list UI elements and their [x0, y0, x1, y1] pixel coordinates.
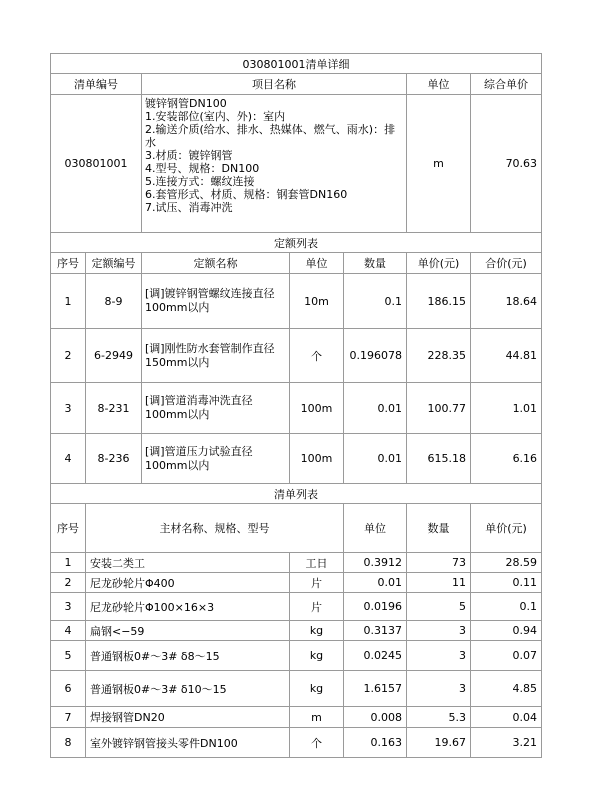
material-unit: kg — [290, 671, 344, 707]
quota-header-name: 定额名称 — [142, 253, 290, 274]
quota-header-code: 定额编号 — [86, 253, 142, 274]
table-row — [51, 329, 542, 383]
materials-header-name: 主材名称、规格、型号 — [86, 504, 344, 553]
material-unit: kg — [290, 621, 344, 641]
table-row — [51, 434, 542, 484]
quota-price: 186.15 — [407, 274, 471, 329]
material-qty: 1.6157 — [344, 671, 407, 707]
quota-name: [调]管道消毒冲洗直径100mm以内 — [142, 383, 290, 434]
material-price: 5 — [407, 593, 471, 621]
quota-price: 100.77 — [407, 383, 471, 434]
material-total: 0.04 — [471, 707, 542, 728]
material-total: 0.07 — [471, 641, 542, 671]
quota-unit: 个 — [290, 329, 344, 383]
material-qty: 0.3137 — [344, 621, 407, 641]
item-desc-line: 7.试压、消毒冲洗 — [145, 201, 233, 214]
materials-header-qty: 数量 — [407, 504, 471, 553]
material-total: 4.85 — [471, 671, 542, 707]
item-desc-line: 水 — [145, 136, 156, 149]
quota-total: 18.64 — [471, 274, 542, 329]
item-desc-line: 1.安装部位(室内、外)：室内 — [145, 110, 286, 123]
item-desc-line: 4.型号、规格：DN100 — [145, 162, 260, 175]
material-unit: m — [290, 707, 344, 728]
table-row — [51, 707, 542, 728]
material-price: 73 — [407, 553, 471, 573]
material-name: 尼龙砂轮片Φ400 — [86, 573, 290, 593]
table-row — [51, 671, 542, 707]
quota-name: [调]刚性防水套管制作直径150mm以内 — [142, 329, 290, 383]
material-no: 8 — [51, 728, 86, 758]
item-desc-line: 5.连接方式：螺纹连接 — [145, 175, 255, 188]
material-total: 28.59 — [471, 553, 542, 573]
material-no: 6 — [51, 671, 86, 707]
quota-header-qty: 数量 — [344, 253, 407, 274]
quota-unit: 100m — [290, 383, 344, 434]
item-desc-line: 3.材质：镀锌钢管 — [145, 149, 233, 162]
quota-no: 4 — [51, 434, 86, 484]
quota-name: [调]管道压力试验直径100mm以内 — [142, 434, 290, 484]
quota-code: 8-231 — [86, 383, 142, 434]
material-price: 3 — [407, 641, 471, 671]
material-no: 2 — [51, 573, 86, 593]
materials-header-unit: 单位 — [344, 504, 407, 553]
material-qty: 0.01 — [344, 573, 407, 593]
material-no: 5 — [51, 641, 86, 671]
quota-name: [调]镀锌钢管螺纹连接直径100mm以内 — [142, 274, 290, 329]
quota-price: 615.18 — [407, 434, 471, 484]
table-row — [51, 593, 542, 621]
material-unit: 片 — [290, 573, 344, 593]
item-desc-line: 2.输送介质(给水、排水、热媒体、燃气、雨水)：排 — [145, 123, 396, 136]
quota-no: 1 — [51, 274, 86, 329]
col-header-unit: 单位 — [407, 74, 471, 95]
material-no: 4 — [51, 621, 86, 641]
material-total: 3.21 — [471, 728, 542, 758]
quota-header-total: 合价(元) — [471, 253, 542, 274]
quota-header-unit: 单位 — [290, 253, 344, 274]
table-row — [51, 728, 542, 758]
material-name: 扁钢<−59 — [86, 621, 290, 641]
material-qty: 0.3912 — [344, 553, 407, 573]
quota-total: 44.81 — [471, 329, 542, 383]
material-total: 0.1 — [471, 593, 542, 621]
quota-total: 6.16 — [471, 434, 542, 484]
table-row — [51, 621, 542, 641]
item-code: 030801001 — [51, 95, 142, 233]
material-price: 19.67 — [407, 728, 471, 758]
quota-section-title: 定额列表 — [51, 233, 542, 253]
item-unit: m — [407, 95, 471, 233]
materials-header-price: 单价(元) — [471, 504, 542, 553]
quota-no: 3 — [51, 383, 86, 434]
item-description — [142, 95, 407, 233]
material-name: 室外镀锌钢管接头零件DN100 — [86, 728, 290, 758]
table-row — [51, 274, 542, 329]
table-row — [51, 641, 542, 671]
quota-header-price: 单价(元) — [407, 253, 471, 274]
material-price: 3 — [407, 621, 471, 641]
material-unit: 工日 — [290, 553, 344, 573]
col-header-code: 清单编号 — [51, 74, 142, 95]
material-name: 尼龙砂轮片Φ100×16×3 — [86, 593, 290, 621]
quota-total: 1.01 — [471, 383, 542, 434]
quota-code: 8-9 — [86, 274, 142, 329]
material-name: 安装二类工 — [86, 553, 290, 573]
quota-qty: 0.01 — [344, 434, 407, 484]
quota-unit: 10m — [290, 274, 344, 329]
table-title: 030801001清单详细 — [51, 54, 542, 74]
material-no: 7 — [51, 707, 86, 728]
materials-header-no: 序号 — [51, 504, 86, 553]
table-row — [51, 573, 542, 593]
bill-detail-table — [50, 53, 542, 553]
material-name: 焊接钢管DN20 — [86, 707, 290, 728]
table-row — [51, 553, 542, 573]
material-name: 普通钢板0#～3# δ10～15 — [86, 671, 290, 707]
material-qty: 0.163 — [344, 728, 407, 758]
material-no: 3 — [51, 593, 86, 621]
material-price: 11 — [407, 573, 471, 593]
quota-header-no: 序号 — [51, 253, 86, 274]
item-desc-line: 6.套管形式、材质、规格：钢套管DN160 — [145, 188, 348, 201]
quota-code: 6-2949 — [86, 329, 142, 383]
materials-section-title: 清单列表 — [51, 484, 542, 504]
quota-qty: 0.196078 — [344, 329, 407, 383]
material-total: 0.11 — [471, 573, 542, 593]
item-price: 70.63 — [471, 95, 542, 233]
material-unit: kg — [290, 641, 344, 671]
material-price: 3 — [407, 671, 471, 707]
quota-unit: 100m — [290, 434, 344, 484]
quota-qty: 0.01 — [344, 383, 407, 434]
material-name: 普通钢板0#～3# δ8～15 — [86, 641, 290, 671]
material-qty: 0.0245 — [344, 641, 407, 671]
material-qty: 0.0196 — [344, 593, 407, 621]
item-desc-line: 镀锌钢管DN100 — [145, 97, 227, 110]
quota-no: 2 — [51, 329, 86, 383]
material-price: 5.3 — [407, 707, 471, 728]
quota-qty: 0.1 — [344, 274, 407, 329]
material-unit: 片 — [290, 593, 344, 621]
material-unit: 个 — [290, 728, 344, 758]
quota-price: 228.35 — [407, 329, 471, 383]
quota-code: 8-236 — [86, 434, 142, 484]
col-header-name: 项目名称 — [142, 74, 407, 95]
table-row — [51, 383, 542, 434]
col-header-price: 综合单价 — [471, 74, 542, 95]
materials-table — [50, 552, 542, 758]
material-total: 0.94 — [471, 621, 542, 641]
material-qty: 0.008 — [344, 707, 407, 728]
material-no: 1 — [51, 553, 86, 573]
